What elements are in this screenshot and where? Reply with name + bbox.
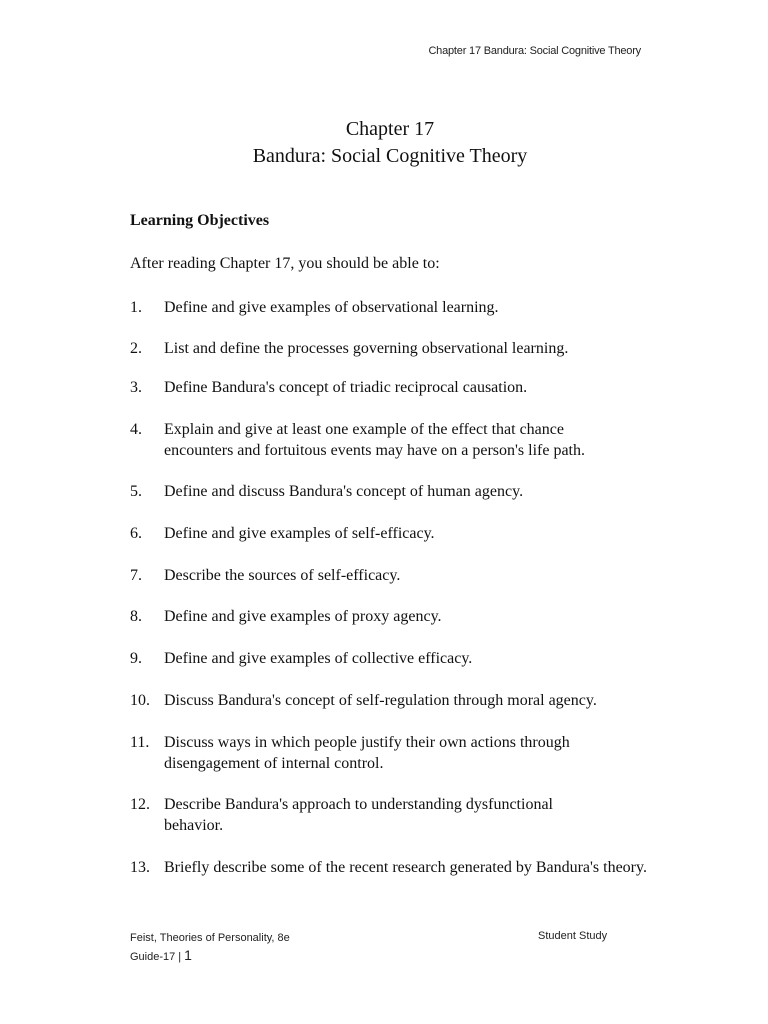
list-item <box>130 523 650 544</box>
list-item-text: Define and give examples of proxy agency. <box>164 608 442 625</box>
list-item <box>130 565 650 586</box>
section-heading: Learning Objectives <box>130 212 270 229</box>
list-item-number: 4. <box>130 421 142 438</box>
list-item <box>130 857 650 878</box>
list-item-number: 11. <box>130 734 150 751</box>
list-item-text: Describe Bandura's approach to understanding dysfunctional behavior. <box>164 796 553 834</box>
list-item-text: Define and give examples of self-efficacy. <box>164 525 435 542</box>
list-item-text: Define Bandura's concept of triadic reciprocal causation. <box>164 379 528 396</box>
list-item-text: Define and give examples of collective efficacy. <box>164 650 473 667</box>
list-item-number: 7. <box>130 567 142 584</box>
list-item <box>130 338 650 359</box>
list-item-text: Discuss ways in which people justify their own actions through disengagement of internal control. <box>164 734 570 772</box>
list-item <box>130 377 650 398</box>
chapter-number: Chapter 17 <box>345 118 435 140</box>
list-item <box>130 606 650 627</box>
list-item <box>130 648 650 669</box>
list-item <box>130 297 650 318</box>
list-item-number: 8. <box>130 608 142 625</box>
list-item <box>130 690 650 711</box>
footer-guide-line <box>130 947 290 966</box>
list-item <box>130 419 590 461</box>
chapter-subtitle: Bandura: Social Cognitive Theory <box>252 145 528 167</box>
list-item-number: 3. <box>130 379 142 396</box>
list-item-number: 1. <box>130 299 142 316</box>
running-head: Chapter 17 Bandura: Social Cognitive Theory <box>428 45 641 57</box>
list-item-text: Define and give examples of observational learning. <box>164 299 499 316</box>
list-item <box>130 732 620 774</box>
list-item <box>130 481 650 502</box>
list-item-text: Define and discuss Bandura's concept of human agency. <box>164 483 524 500</box>
list-item-number: 10. <box>130 692 150 709</box>
footer-book-title: Feist, Theories of Personality, 8e <box>130 932 290 944</box>
list-item-number: 9. <box>130 650 142 667</box>
page-number: 1 <box>184 947 192 963</box>
list-item-number: 6. <box>130 525 142 542</box>
list-item-text: Briefly describe some of the recent research generated by Bandura's theory. <box>164 859 647 876</box>
list-item-text: Explain and give at least one example of the effect that chance encounters and fortuitous events may have on a person's life path. <box>164 421 585 459</box>
footer-left <box>130 930 290 966</box>
intro-text: After reading Chapter 17, you should be able to: <box>130 255 440 272</box>
list-item-number: 13. <box>130 859 150 876</box>
list-item-number: 5. <box>130 483 142 500</box>
list-item-text: Discuss Bandura's concept of self-regulation through moral agency. <box>164 692 597 709</box>
list-item-number: 2. <box>130 340 142 357</box>
footer-guide-label: Guide-17 | <box>130 951 182 963</box>
list-item-text: List and define the processes governing observational learning. <box>164 340 569 357</box>
footer-right: Student Study <box>538 930 608 942</box>
list-item-number: 12. <box>130 796 150 813</box>
list-item <box>130 794 600 836</box>
list-item-text: Describe the sources of self-efficacy. <box>164 567 401 584</box>
